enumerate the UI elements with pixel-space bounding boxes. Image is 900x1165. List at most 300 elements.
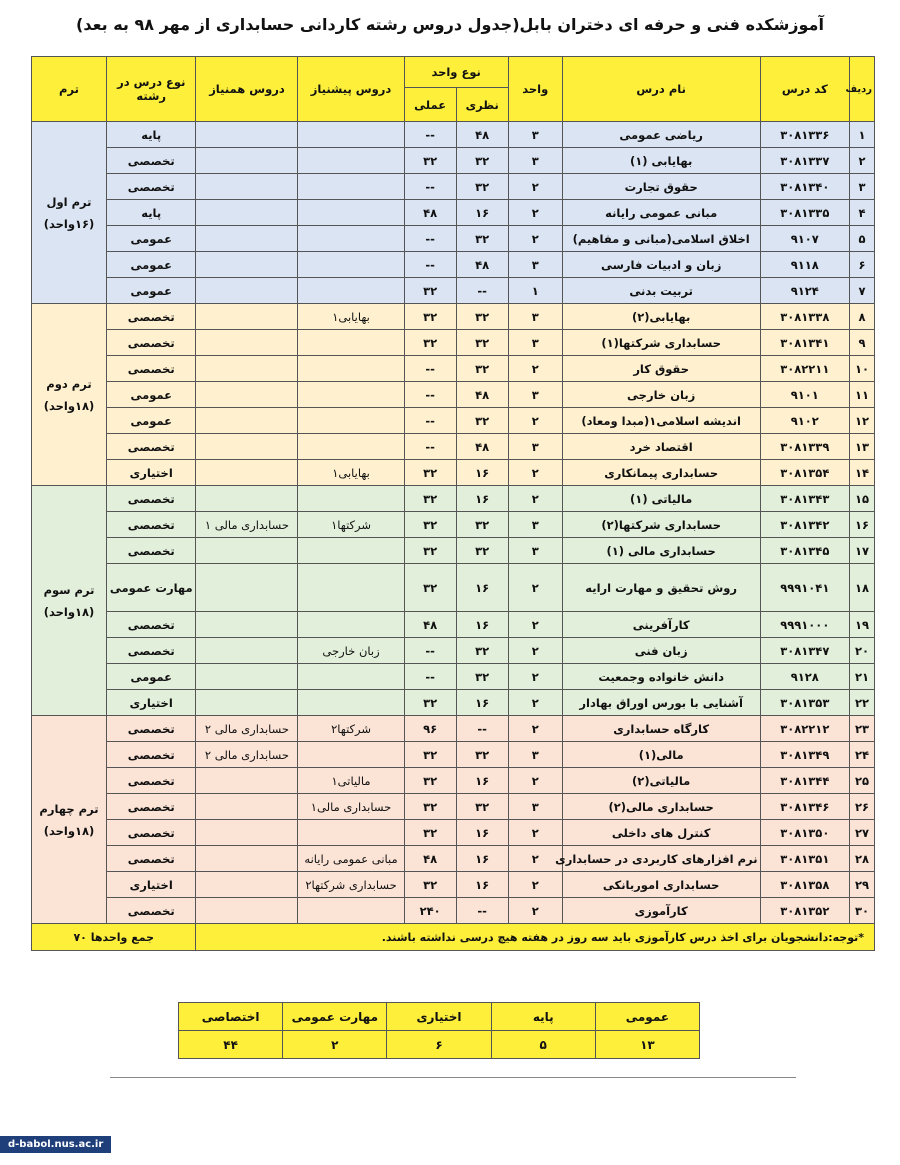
- course-code-cell: ۳۰۸۱۳۵۰: [760, 820, 850, 846]
- table-row: [32, 898, 875, 924]
- term-label: ترم اول: [46, 194, 92, 209]
- practical-cell: ۳۲: [404, 304, 456, 330]
- row-number-cell: ۵: [850, 226, 875, 252]
- term-units: (۱۸واحد): [43, 604, 95, 619]
- table-row: [32, 382, 875, 408]
- row-number-cell: ۱۴: [850, 460, 875, 486]
- units-cell: ۲: [508, 226, 562, 252]
- row-number-cell: ۲۰: [850, 638, 875, 664]
- row-number-cell: ۷: [850, 278, 875, 304]
- prereq-cell: [298, 564, 404, 612]
- row-number-cell: ۲: [850, 148, 875, 174]
- prereq-cell: مبانی عمومی رایانه: [298, 846, 404, 872]
- course-code-cell: ۹۱۱۸: [760, 252, 850, 278]
- page-title: آموزشکده فنی و حرفه ای دختران بابل(جدول دروس رشته کاردانی حسابداری از مهر ۹۸ به بعد): [76, 15, 824, 34]
- term-cell: [32, 716, 107, 924]
- course-code-cell: ۳۰۸۱۳۴۷: [760, 638, 850, 664]
- footer-row: [32, 924, 875, 951]
- prereq-cell: [298, 356, 404, 382]
- course-type-cell: عمومی: [106, 408, 196, 434]
- theory-cell: ۱۶: [456, 690, 508, 716]
- summary-value-row: [179, 1031, 700, 1059]
- prereq-cell: [298, 174, 404, 200]
- table-row: [32, 330, 875, 356]
- row-number-cell: ۲۴: [850, 742, 875, 768]
- row-number-cell: ۴: [850, 200, 875, 226]
- site-watermark: d-babol.nus.ac.ir: [0, 1136, 111, 1153]
- course-table: [31, 56, 875, 951]
- coreq-cell: [196, 122, 298, 148]
- course-code-cell: ۳۰۸۱۳۴۴: [760, 768, 850, 794]
- row-number-cell: ۱۳: [850, 434, 875, 460]
- units-cell: ۳: [508, 512, 562, 538]
- prereq-cell: [298, 664, 404, 690]
- practical-cell: ۴۸: [404, 200, 456, 226]
- course-name-cell: حسابداری مالی(۲): [562, 794, 760, 820]
- units-cell: ۲: [508, 408, 562, 434]
- course-name-cell: مالیاتی (۱): [562, 486, 760, 512]
- summary-value-cell: ۲: [283, 1031, 387, 1059]
- course-code-cell: ۳۰۸۲۲۱۲: [760, 716, 850, 742]
- practical-cell: ۳۲: [404, 148, 456, 174]
- prereq-cell: شرکتها۲: [298, 716, 404, 742]
- course-name-cell: دانش خانواده وجمعیت: [562, 664, 760, 690]
- course-name-cell: حسابداری مالی (۱): [562, 538, 760, 564]
- practical-cell: ۳۲: [404, 564, 456, 612]
- course-code-cell: ۳۰۸۱۳۳۸: [760, 304, 850, 330]
- header-coreq: دروس همنیاز: [196, 57, 298, 122]
- coreq-cell: [196, 200, 298, 226]
- course-name-cell: زبان فنی: [562, 638, 760, 664]
- course-name-cell: روش تحقیق و مهارت ارایه: [562, 564, 760, 612]
- row-number-cell: ۲۹: [850, 872, 875, 898]
- row-number-cell: ۲۲: [850, 690, 875, 716]
- units-cell: ۲: [508, 460, 562, 486]
- course-code-cell: ۹۱۲۸: [760, 664, 850, 690]
- practical-cell: --: [404, 382, 456, 408]
- summary-header-cell: اختصاصی: [179, 1003, 283, 1031]
- divider: [110, 1077, 796, 1078]
- course-type-cell: تخصصی: [106, 768, 196, 794]
- course-code-cell: ۳۰۸۱۳۵۱: [760, 846, 850, 872]
- practical-cell: ۳۲: [404, 820, 456, 846]
- course-type-cell: تخصصی: [106, 434, 196, 460]
- units-cell: ۲: [508, 638, 562, 664]
- practical-cell: --: [404, 174, 456, 200]
- row-number-cell: ۱۶: [850, 512, 875, 538]
- theory-cell: ۱۶: [456, 872, 508, 898]
- practical-cell: ۳۲: [404, 768, 456, 794]
- theory-cell: ۳۲: [456, 148, 508, 174]
- course-name-cell: حقوق تجارت: [562, 174, 760, 200]
- row-number-cell: ۲۵: [850, 768, 875, 794]
- row-number-cell: ۲۶: [850, 794, 875, 820]
- units-cell: ۳: [508, 304, 562, 330]
- header-prereq: دروس پیشنیاز: [298, 57, 404, 122]
- prereq-cell: [298, 742, 404, 768]
- theory-cell: ۳۲: [456, 638, 508, 664]
- term-label: ترم چهارم: [39, 801, 99, 816]
- prereq-cell: مالیاتی۱: [298, 768, 404, 794]
- coreq-cell: [196, 768, 298, 794]
- practical-cell: --: [404, 356, 456, 382]
- units-cell: ۲: [508, 846, 562, 872]
- prereq-cell: زبان خارجی: [298, 638, 404, 664]
- table-row: [32, 148, 875, 174]
- prereq-cell: [298, 820, 404, 846]
- course-name-cell: اخلاق اسلامی(مبانی و مفاهیم): [562, 226, 760, 252]
- table-row: [32, 356, 875, 382]
- row-number-cell: ۱۹: [850, 612, 875, 638]
- term-units: (۱۶واحد): [43, 216, 95, 231]
- course-name-cell: بهایابی (۱): [562, 148, 760, 174]
- row-number-cell: ۱: [850, 122, 875, 148]
- course-code-cell: ۹۱۰۱: [760, 382, 850, 408]
- coreq-cell: [196, 330, 298, 356]
- theory-cell: ۳۲: [456, 408, 508, 434]
- coreq-cell: [196, 226, 298, 252]
- course-type-cell: تخصصی: [106, 356, 196, 382]
- theory-cell: ۳۲: [456, 512, 508, 538]
- table-row: [32, 794, 875, 820]
- prereq-cell: [298, 122, 404, 148]
- coreq-cell: [196, 794, 298, 820]
- course-code-cell: ۳۰۸۲۲۱۱: [760, 356, 850, 382]
- header-term: ترم: [32, 57, 107, 122]
- units-cell: ۲: [508, 768, 562, 794]
- note-cell: *توجه:دانشجویان برای اخذ درس کارآموزی باید سه روز در هفته هیچ درسی نداشته باشند.: [196, 924, 875, 951]
- course-type-cell: تخصصی: [106, 846, 196, 872]
- prereq-cell: [298, 278, 404, 304]
- course-type-cell: تخصصی: [106, 612, 196, 638]
- course-code-cell: ۳۰۸۱۳۴۲: [760, 512, 850, 538]
- term-units: (۱۸واحد): [43, 398, 95, 413]
- term-units: (۱۸واحد): [43, 823, 95, 838]
- units-cell: ۲: [508, 690, 562, 716]
- table-row: [32, 742, 875, 768]
- theory-cell: --: [456, 898, 508, 924]
- practical-cell: --: [404, 434, 456, 460]
- course-name-cell: اقتصاد خرد: [562, 434, 760, 460]
- prereq-cell: بهایابی۱: [298, 460, 404, 486]
- course-name-cell: مالی(۱): [562, 742, 760, 768]
- theory-cell: ۱۶: [456, 846, 508, 872]
- course-code-cell: ۳۰۸۱۳۴۵: [760, 538, 850, 564]
- course-type-cell: تخصصی: [106, 898, 196, 924]
- theory-cell: ۱۶: [456, 820, 508, 846]
- course-type-cell: اختیاری: [106, 872, 196, 898]
- coreq-cell: [196, 638, 298, 664]
- header-course-type: نوع درس در رشته: [106, 57, 196, 122]
- theory-cell: ۳۲: [456, 794, 508, 820]
- prereq-cell: حسابداری شرکتها۲: [298, 872, 404, 898]
- units-cell: ۳: [508, 122, 562, 148]
- course-name-cell: زبان و ادبیات فارسی: [562, 252, 760, 278]
- total-units-cell: جمع واحدها ۷۰: [32, 924, 196, 951]
- course-type-cell: تخصصی: [106, 638, 196, 664]
- practical-cell: ۳۲: [404, 690, 456, 716]
- theory-cell: ۴۸: [456, 252, 508, 278]
- theory-cell: ۳۲: [456, 664, 508, 690]
- course-code-cell: ۳۰۸۱۳۴۰: [760, 174, 850, 200]
- coreq-cell: [196, 538, 298, 564]
- coreq-cell: [196, 304, 298, 330]
- course-code-cell: ۹۹۹۱۰۴۱: [760, 564, 850, 612]
- practical-cell: ۳۲: [404, 538, 456, 564]
- header-code: کد درس: [760, 57, 850, 122]
- row-number-cell: ۱۵: [850, 486, 875, 512]
- prereq-cell: [298, 434, 404, 460]
- row-number-cell: ۱۸: [850, 564, 875, 612]
- term-label: ترم دوم: [46, 376, 92, 391]
- header-row: [32, 57, 875, 88]
- table-row: [32, 768, 875, 794]
- units-cell: ۲: [508, 200, 562, 226]
- coreq-cell: [196, 486, 298, 512]
- practical-cell: ۴۸: [404, 612, 456, 638]
- summary-value-cell: ۵: [491, 1031, 595, 1059]
- coreq-cell: [196, 820, 298, 846]
- course-type-cell: پایه: [106, 200, 196, 226]
- row-number-cell: ۲۷: [850, 820, 875, 846]
- course-code-cell: ۳۰۸۱۳۳۶: [760, 122, 850, 148]
- course-type-cell: تخصصی: [106, 716, 196, 742]
- practical-cell: --: [404, 252, 456, 278]
- table-row: [32, 174, 875, 200]
- units-cell: ۲: [508, 716, 562, 742]
- summary-value-cell: ۱۳: [595, 1031, 699, 1059]
- practical-cell: ۳۲: [404, 278, 456, 304]
- prereq-cell: شرکتها۱: [298, 512, 404, 538]
- theory-cell: ۳۲: [456, 304, 508, 330]
- practical-cell: ۳۲: [404, 330, 456, 356]
- course-code-cell: ۹۱۰۲: [760, 408, 850, 434]
- units-cell: ۲: [508, 898, 562, 924]
- row-number-cell: ۱۷: [850, 538, 875, 564]
- row-number-cell: ۸: [850, 304, 875, 330]
- term-cell: [32, 122, 107, 304]
- course-code-cell: ۳۰۸۱۳۳۵: [760, 200, 850, 226]
- course-type-cell: عمومی: [106, 252, 196, 278]
- table-row: [32, 226, 875, 252]
- course-type-cell: تخصصی: [106, 148, 196, 174]
- row-number-cell: ۲۸: [850, 846, 875, 872]
- course-type-cell: عمومی: [106, 278, 196, 304]
- theory-cell: ۱۶: [456, 460, 508, 486]
- practical-cell: ۴۸: [404, 846, 456, 872]
- units-cell: ۲: [508, 820, 562, 846]
- units-cell: ۳: [508, 148, 562, 174]
- course-type-cell: تخصصی: [106, 512, 196, 538]
- row-number-cell: ۱۲: [850, 408, 875, 434]
- prereq-cell: حسابداری مالی۱: [298, 794, 404, 820]
- coreq-cell: [196, 564, 298, 612]
- units-cell: ۳: [508, 434, 562, 460]
- course-type-cell: تخصصی: [106, 486, 196, 512]
- table-row: [32, 664, 875, 690]
- row-number-cell: ۳: [850, 174, 875, 200]
- coreq-cell: [196, 846, 298, 872]
- course-type-cell: تخصصی: [106, 304, 196, 330]
- theory-cell: ۴۸: [456, 122, 508, 148]
- practical-cell: --: [404, 122, 456, 148]
- practical-cell: ۳۲: [404, 742, 456, 768]
- row-number-cell: ۱۰: [850, 356, 875, 382]
- practical-cell: ۹۶: [404, 716, 456, 742]
- course-name-cell: کنترل های داخلی: [562, 820, 760, 846]
- course-type-cell: عمومی: [106, 382, 196, 408]
- course-name-cell: ریاضی عمومی: [562, 122, 760, 148]
- theory-cell: ۴۸: [456, 382, 508, 408]
- summary-table: [178, 1002, 700, 1059]
- course-type-cell: تخصصی: [106, 742, 196, 768]
- row-number-cell: ۲۳: [850, 716, 875, 742]
- prereq-cell: [298, 382, 404, 408]
- table-row: [32, 690, 875, 716]
- course-code-cell: ۳۰۸۱۳۵۴: [760, 460, 850, 486]
- summary-header-cell: اختیاری: [387, 1003, 491, 1031]
- coreq-cell: [196, 278, 298, 304]
- practical-cell: ۳۲: [404, 512, 456, 538]
- practical-cell: --: [404, 664, 456, 690]
- summary-header-cell: مهارت عمومی: [283, 1003, 387, 1031]
- prereq-cell: [298, 898, 404, 924]
- summary-value-cell: ۴۴: [179, 1031, 283, 1059]
- table-row: [32, 278, 875, 304]
- table-row: [32, 512, 875, 538]
- coreq-cell: [196, 664, 298, 690]
- units-cell: ۳: [508, 742, 562, 768]
- theory-cell: ۳۲: [456, 174, 508, 200]
- row-number-cell: ۹: [850, 330, 875, 356]
- course-type-cell: عمومی: [106, 664, 196, 690]
- header-practical: عملی: [404, 88, 456, 122]
- units-cell: ۲: [508, 664, 562, 690]
- prereq-cell: [298, 690, 404, 716]
- coreq-cell: [196, 690, 298, 716]
- course-code-cell: ۳۰۸۱۳۳۹: [760, 434, 850, 460]
- units-cell: ۳: [508, 538, 562, 564]
- units-cell: ۳: [508, 382, 562, 408]
- coreq-cell: [196, 460, 298, 486]
- header-theory: نظری: [456, 88, 508, 122]
- row-number-cell: ۳۰: [850, 898, 875, 924]
- table-row: [32, 486, 875, 512]
- prereq-cell: [298, 330, 404, 356]
- course-code-cell: ۹۱۰۷: [760, 226, 850, 252]
- course-code-cell: ۳۰۸۱۳۴۳: [760, 486, 850, 512]
- practical-cell: --: [404, 408, 456, 434]
- course-type-cell: تخصصی: [106, 174, 196, 200]
- course-code-cell: ۳۰۸۱۳۵۸: [760, 872, 850, 898]
- table-row: [32, 122, 875, 148]
- table-row: [32, 846, 875, 872]
- table-row: [32, 200, 875, 226]
- practical-cell: ۳۲: [404, 460, 456, 486]
- course-name-cell: حسابداری شرکتها(۱): [562, 330, 760, 356]
- units-cell: ۲: [508, 356, 562, 382]
- table-row: [32, 460, 875, 486]
- units-cell: ۳: [508, 252, 562, 278]
- table-row: [32, 638, 875, 664]
- table-row: [32, 252, 875, 278]
- practical-cell: --: [404, 638, 456, 664]
- coreq-cell: [196, 434, 298, 460]
- table-row: [32, 716, 875, 742]
- course-code-cell: ۳۰۸۱۳۳۷: [760, 148, 850, 174]
- course-type-cell: پایه: [106, 122, 196, 148]
- coreq-cell: [196, 898, 298, 924]
- theory-cell: ۳۲: [456, 742, 508, 768]
- coreq-cell: [196, 174, 298, 200]
- course-type-cell: تخصصی: [106, 820, 196, 846]
- term-label: ترم سوم: [43, 582, 95, 597]
- prereq-cell: [298, 252, 404, 278]
- coreq-cell: حسابداری مالی ۲: [196, 716, 298, 742]
- table-body: [32, 122, 875, 951]
- table-row: [32, 820, 875, 846]
- row-number-cell: ۱۱: [850, 382, 875, 408]
- course-name-cell: بهایابی(۲): [562, 304, 760, 330]
- course-name-cell: زبان خارجی: [562, 382, 760, 408]
- theory-cell: ۳۲: [456, 330, 508, 356]
- course-code-cell: ۳۰۸۱۳۴۹: [760, 742, 850, 768]
- units-cell: ۲: [508, 564, 562, 612]
- coreq-cell: [196, 408, 298, 434]
- units-cell: ۲: [508, 872, 562, 898]
- course-name-cell: کارآموزی: [562, 898, 760, 924]
- units-cell: ۲: [508, 486, 562, 512]
- term-cell: [32, 486, 107, 716]
- course-type-cell: اختیاری: [106, 690, 196, 716]
- coreq-cell: [196, 356, 298, 382]
- prereq-cell: [298, 200, 404, 226]
- theory-cell: --: [456, 278, 508, 304]
- practical-cell: ۳۲: [404, 486, 456, 512]
- term-cell: [32, 304, 107, 486]
- prereq-cell: [298, 226, 404, 252]
- table-row: [32, 564, 875, 612]
- prereq-cell: [298, 148, 404, 174]
- theory-cell: --: [456, 716, 508, 742]
- course-type-cell: اختیاری: [106, 460, 196, 486]
- course-name-cell: آشنایی با بورس اوراق بهادار: [562, 690, 760, 716]
- units-cell: ۲: [508, 174, 562, 200]
- coreq-cell: [196, 252, 298, 278]
- course-name-cell: حسابداری اموربانکی: [562, 872, 760, 898]
- theory-cell: ۴۸: [456, 434, 508, 460]
- course-code-cell: ۳۰۸۱۳۵۲: [760, 898, 850, 924]
- practical-cell: ۲۴۰: [404, 898, 456, 924]
- practical-cell: ۳۲: [404, 794, 456, 820]
- coreq-cell: [196, 872, 298, 898]
- course-code-cell: ۹۹۹۱۰۰۰: [760, 612, 850, 638]
- units-cell: ۳: [508, 794, 562, 820]
- row-number-cell: ۶: [850, 252, 875, 278]
- course-code-cell: ۳۰۸۱۳۴۱: [760, 330, 850, 356]
- course-type-cell: تخصصی: [106, 794, 196, 820]
- prereq-cell: [298, 408, 404, 434]
- coreq-cell: حسابداری مالی ۲: [196, 742, 298, 768]
- table-row: [32, 434, 875, 460]
- course-name-cell: مالیاتی(۲): [562, 768, 760, 794]
- course-type-cell: تخصصی: [106, 330, 196, 356]
- header-name: نام درس: [562, 57, 760, 122]
- practical-cell: ۳۲: [404, 872, 456, 898]
- course-type-cell: تخصصی: [106, 538, 196, 564]
- coreq-cell: [196, 148, 298, 174]
- header-unit-type: نوع واحد: [404, 57, 508, 88]
